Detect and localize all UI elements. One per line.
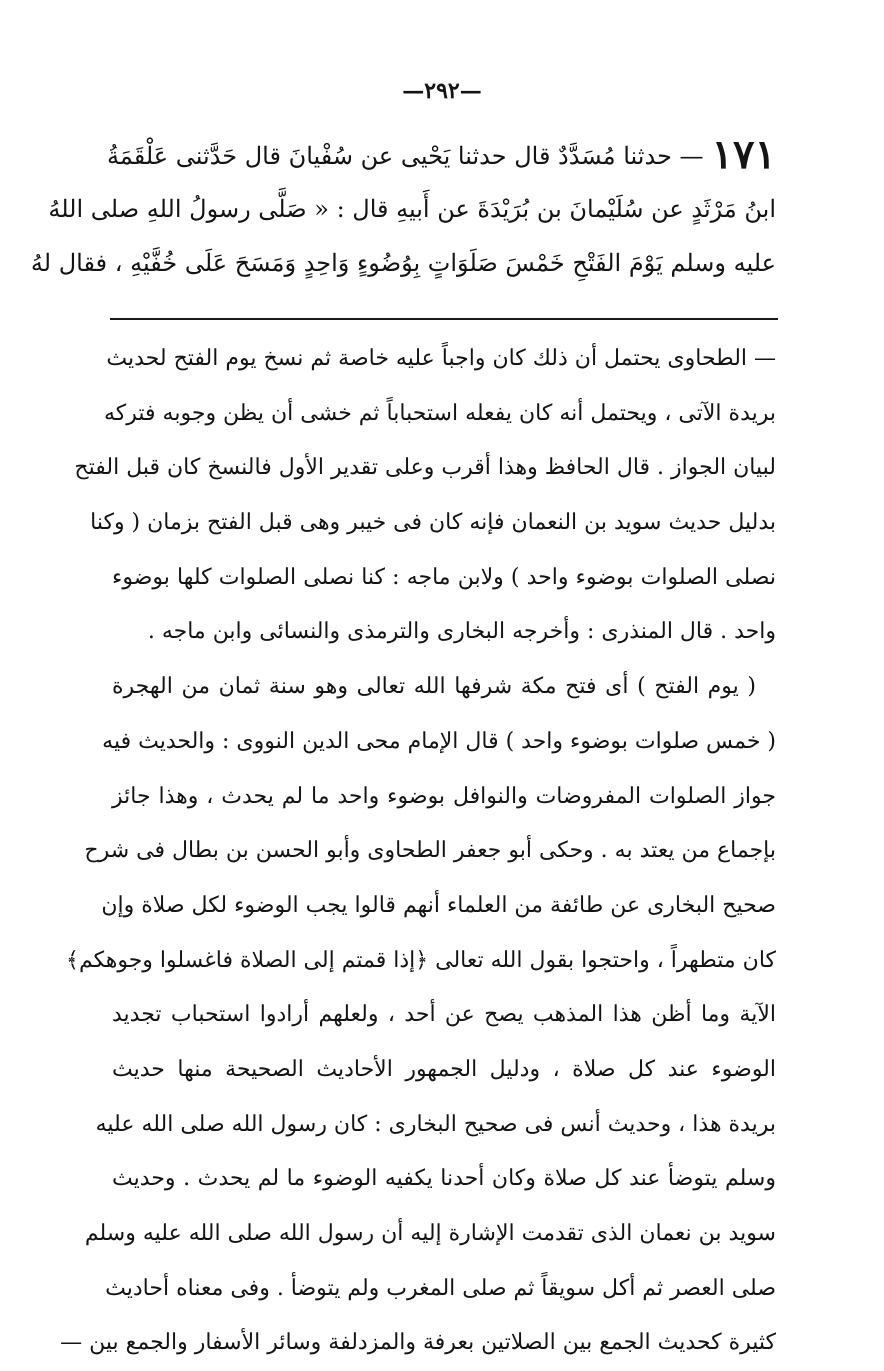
hadith-number: ١٧١ xyxy=(711,131,776,178)
hadith-line: عليه وسلم يَوْمَ الفَتْحِ خَمْسَ صَلَوَاتٍ بِوُضُوءٍ وَاحِدٍ وَمَسَحَ عَلَى خُفَّيْهِ ، فقال لهُ xyxy=(30,249,776,277)
commentary-line: — الطحاوى يحتمل أن ذلك كان واجباً عليه خاصة ثم نسخ يوم الفتح لحديث xyxy=(106,346,776,371)
commentary-line: بإجماع من يعتد به . وحكى أبو جعفر الطحاوى وأبو الحسن بن بطال فى شرح xyxy=(84,838,776,864)
commentary-line: نصلى الصلوات بوضوء واحد ) ولابن ماجه : كنا نصلى الصلوات كلها بوضوء xyxy=(112,564,776,590)
commentary-line: بريدة الآتى ، ويحتمل أنه كان يفعله استحباباً ثم خشى أن يظن وجوبه فتركه xyxy=(104,400,776,426)
hadith-line xyxy=(106,128,776,182)
commentary-line: كثيرة كحديث الجمع بين الصلاتين بعرفة والمزدلفة وسائر الأسفار والجمع بين — xyxy=(60,1330,776,1356)
commentary-line: بدليل حديث سويد بن النعمان فإنه كان فى خيبر وهى قبل الفتح بزمان ( وكنا xyxy=(90,510,776,536)
commentary-line: سويد بن نعمان الذى تقدمت الإشارة إليه أن رسول الله صلى الله عليه وسلم xyxy=(84,1221,776,1246)
commentary-line: بريدة هذا ، وحديث أنس فى صحيح البخارى : كان رسول الله صلى الله عليه xyxy=(95,1111,776,1137)
hadith-block xyxy=(30,128,776,290)
commentary-line: واحد . قال المنذرى : وأخرجه البخارى والترمذى والنسائى وابن ماجه . xyxy=(147,619,776,645)
commentary-line: ( خمس صلوات بوضوء واحد ) قال الإمام محى الدين النووى : والحديث فيه xyxy=(102,728,776,754)
hadith-line: ابنُ مَرْثَدٍ عن سُلَيْمانَ بن بُرَيْدَةَ عن أَبيهِ قال : « صَلَّى رسولُ اللهِ صلى اللهُ xyxy=(48,195,776,223)
commentary-line: كان متطهراً ، واحتجوا بقول الله تعالى ﴿إذا قمتم إلى الصلاة فاغسلوا وجوهكم﴾ xyxy=(66,947,776,973)
commentary-line: وسلم يتوضأ عند كل صلاة وكان أحدنا يكفيه الوضوء ما لم يحدث . وحديث xyxy=(112,1166,776,1192)
commentary-line: الآية وما أظن هذا المذهب يصح عن أحد ، ولعلهم أرادوا استحباب تجديد xyxy=(112,1002,776,1028)
commentary-line: صلى العصر ثم أكل سويقاً ثم صلى المغرب ولم يتوضأ . وفى معناه أحاديث xyxy=(105,1275,776,1301)
commentary-line: جواز الصلوات المفروضات والنوافل بوضوء واحد ما لم يحدث ، وهذا جائز xyxy=(112,783,776,809)
commentary-line: لبيان الجواز . قال الحافظ وهذا أقرب وعلى تقدير الأول فالنسخ كان قبل الفتح xyxy=(74,455,776,481)
commentary-line: ( يوم الفتح ) أى فتح مكة شرفها الله تعالى وهو سنة ثمان من الهجرة xyxy=(112,674,756,700)
commentary-line: الوضوء عند كل صلاة ، ودليل الجمهور الأحاديث الصحيحة منها حديث xyxy=(112,1056,776,1082)
hadith-text: — حدثنا مُسَدَّدٌ قال حدثنا يَحْيى عن سُفْيانَ قال حَدَّثنى عَلْقَمَةُ xyxy=(106,142,704,170)
page-number: —٢٩٢— xyxy=(402,78,482,104)
divider-line xyxy=(110,318,778,320)
commentary-block xyxy=(60,332,776,1371)
commentary-line: صحيح البخارى عن طائفة من العلماء أنهم قالوا يجب الوضوء لكل صلاة وإن xyxy=(101,892,776,918)
